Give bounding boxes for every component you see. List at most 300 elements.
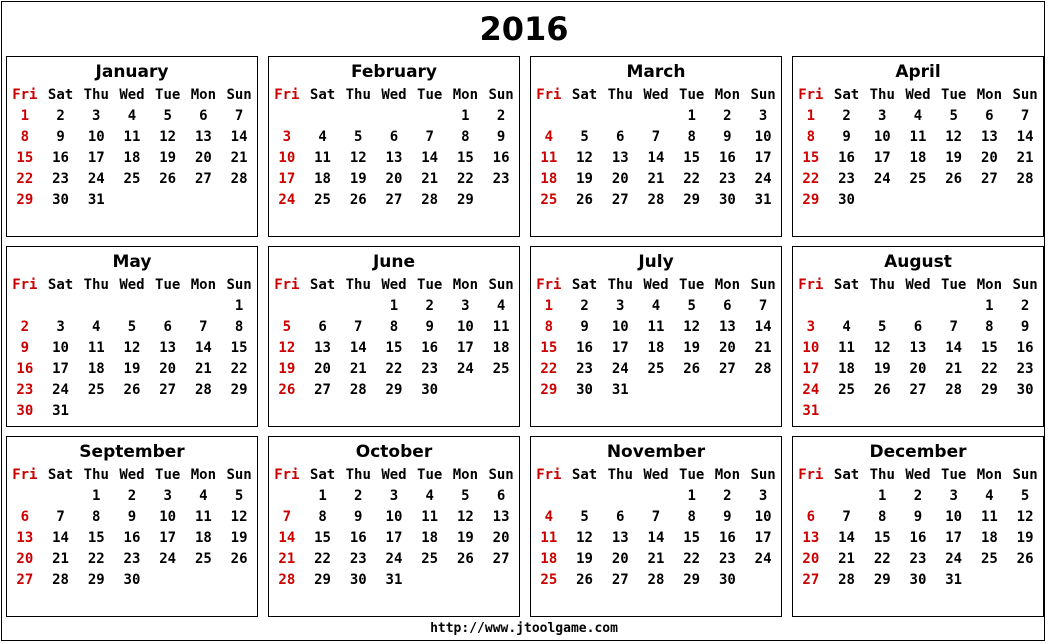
week-row xyxy=(269,337,519,358)
day-cell: 18 xyxy=(838,360,855,377)
day-cell: 4 xyxy=(985,487,994,504)
day-cell: 23 xyxy=(349,550,367,567)
week-row xyxy=(531,358,781,379)
day-cell: 28 xyxy=(647,571,665,588)
day-cell: 29 xyxy=(16,191,34,208)
month-may xyxy=(6,246,258,427)
month-days-table xyxy=(531,275,781,400)
day-cell: 7 xyxy=(354,318,363,335)
month-november xyxy=(530,436,782,617)
day-cell: 31 xyxy=(945,571,963,588)
day-cell: 19 xyxy=(159,149,177,166)
day-cell xyxy=(340,105,376,126)
day-cell: 13 xyxy=(611,149,629,166)
month-name: June xyxy=(372,252,416,272)
weekday-label: Thu xyxy=(607,277,633,293)
day-cell: 29 xyxy=(980,381,998,398)
day-cell: 19 xyxy=(873,360,891,377)
day-cell: 18 xyxy=(194,529,212,546)
day-cell xyxy=(412,569,448,590)
day-cell: 15 xyxy=(683,529,701,546)
weekday-label: Tue xyxy=(417,277,443,293)
day-cell xyxy=(602,485,638,506)
week-row xyxy=(269,316,519,337)
day-cell: 24 xyxy=(873,170,891,187)
day-cell: 10 xyxy=(87,128,105,145)
day-cell: 25 xyxy=(909,170,927,187)
day-cell: 14 xyxy=(421,149,439,166)
day-cell: 3 xyxy=(163,487,172,504)
day-cell: 23 xyxy=(16,381,34,398)
day-cell: 17 xyxy=(754,149,772,166)
day-cell xyxy=(864,189,900,210)
day-cell: 17 xyxy=(278,170,296,187)
day-cell: 11 xyxy=(647,318,665,335)
day-cell: 27 xyxy=(16,571,34,588)
week-row xyxy=(7,379,257,400)
week-row xyxy=(7,316,257,337)
day-cell: 10 xyxy=(385,508,403,525)
day-cell: 9 xyxy=(913,508,923,525)
day-cell: 22 xyxy=(683,170,701,187)
day-cell: 29 xyxy=(230,381,248,398)
week-row xyxy=(7,527,257,548)
day-cell: 20 xyxy=(314,360,331,377)
day-cell xyxy=(745,569,781,590)
weekday-header-row xyxy=(531,465,781,485)
day-cell: 9 xyxy=(1020,318,1030,335)
week-row xyxy=(531,105,781,126)
day-cell: 14 xyxy=(838,529,855,546)
day-cell: 2 xyxy=(842,107,851,124)
week-row xyxy=(7,189,257,210)
day-cell: 26 xyxy=(278,381,296,398)
day-cell xyxy=(1007,569,1043,590)
weekday-label: Mon xyxy=(452,87,479,103)
weekday-label: Tue xyxy=(155,87,181,103)
day-cell: 2 xyxy=(580,297,589,314)
week-row xyxy=(531,527,781,548)
day-cell: 24 xyxy=(278,191,296,208)
day-cell: 25 xyxy=(123,170,141,187)
day-cell: 12 xyxy=(349,149,367,166)
weekday-label: Tue xyxy=(679,467,705,483)
day-cell: 15 xyxy=(314,529,331,546)
day-cell: 5 xyxy=(163,107,172,124)
day-cell: 27 xyxy=(314,381,331,398)
weekday-label: Mon xyxy=(190,87,217,103)
day-cell: 4 xyxy=(544,128,554,145)
day-cell: 2 xyxy=(425,297,434,314)
month-days-table xyxy=(793,85,1043,210)
day-cell: 17 xyxy=(802,360,820,377)
week-row xyxy=(531,506,781,527)
week-row xyxy=(7,126,257,147)
day-cell: 27 xyxy=(611,571,629,588)
day-cell: 24 xyxy=(802,381,820,398)
day-cell: 30 xyxy=(718,191,736,208)
day-cell: 26 xyxy=(576,191,593,208)
week-row xyxy=(531,189,781,210)
day-cell xyxy=(150,189,186,210)
month-april xyxy=(792,56,1044,237)
day-cell xyxy=(936,295,972,316)
weekday-label: Thu xyxy=(83,467,109,483)
day-cell: 8 xyxy=(806,128,816,145)
day-cell: 3 xyxy=(878,107,887,124)
day-cell xyxy=(340,295,376,316)
weekday-label: Fri xyxy=(536,467,562,483)
day-cell xyxy=(900,400,936,421)
week-row xyxy=(793,485,1043,506)
weekday-label: Wed xyxy=(119,277,145,293)
weekday-label: Mon xyxy=(452,467,479,483)
day-cell: 21 xyxy=(349,360,367,377)
day-cell xyxy=(793,485,829,506)
day-cell: 16 xyxy=(16,360,34,377)
day-cell: 21 xyxy=(421,170,439,187)
day-cell: 13 xyxy=(718,318,736,335)
day-cell xyxy=(448,569,484,590)
weekday-label: Sat xyxy=(571,467,598,483)
day-cell: 18 xyxy=(492,339,510,356)
day-cell: 8 xyxy=(878,508,887,525)
week-row xyxy=(531,379,781,400)
week-row xyxy=(531,316,781,337)
day-cell xyxy=(7,485,43,506)
day-cell: 2 xyxy=(723,107,732,124)
day-cell: 7 xyxy=(949,318,958,335)
weekday-label: Fri xyxy=(274,87,300,103)
day-cell: 2 xyxy=(1020,297,1030,314)
month-days-table xyxy=(7,465,257,590)
day-cell: 23 xyxy=(492,170,510,187)
month-february xyxy=(268,56,520,237)
day-cell: 25 xyxy=(540,571,558,588)
weekday-label: Sat xyxy=(833,467,860,483)
day-cell: 16 xyxy=(718,529,736,546)
day-cell: 1 xyxy=(878,487,887,504)
day-cell: 9 xyxy=(842,128,851,145)
day-cell: 12 xyxy=(123,339,141,356)
day-cell xyxy=(936,189,972,210)
day-cell: 5 xyxy=(878,318,887,335)
weekday-label: Fri xyxy=(536,87,562,103)
day-cell: 18 xyxy=(123,149,141,166)
day-cell: 9 xyxy=(56,128,65,145)
day-cell: 18 xyxy=(909,149,927,166)
day-cell: 24 xyxy=(754,550,772,567)
day-cell: 29 xyxy=(456,191,474,208)
day-cell: 2 xyxy=(723,487,732,504)
day-cell: 11 xyxy=(123,128,141,145)
day-cell: 27 xyxy=(718,360,736,377)
weekday-header-row xyxy=(793,465,1043,485)
day-cell: 8 xyxy=(389,318,399,335)
day-cell: 1 xyxy=(389,297,399,314)
day-cell: 11 xyxy=(492,318,510,335)
day-cell: 10 xyxy=(611,318,629,335)
day-cell xyxy=(900,189,936,210)
day-cell xyxy=(745,379,781,400)
weekday-label: Thu xyxy=(607,467,633,483)
day-cell: 13 xyxy=(314,339,331,356)
week-row xyxy=(531,569,781,590)
day-cell: 8 xyxy=(687,508,696,525)
day-cell: 1 xyxy=(92,487,101,504)
day-cell: 23 xyxy=(1016,360,1034,377)
year-title: 2016 xyxy=(479,10,569,48)
day-cell xyxy=(829,400,865,421)
weekday-label: Tue xyxy=(941,87,967,103)
weekday-label: Sat xyxy=(47,277,74,293)
day-cell: 20 xyxy=(718,339,736,356)
day-cell: 7 xyxy=(199,318,208,335)
day-cell xyxy=(638,379,674,400)
day-cell: 31 xyxy=(52,402,69,419)
day-cell: 27 xyxy=(980,170,998,187)
day-cell xyxy=(864,295,900,316)
month-name: December xyxy=(869,442,967,462)
day-cell: 14 xyxy=(52,529,69,546)
day-cell: 25 xyxy=(838,381,855,398)
week-row xyxy=(269,147,519,168)
day-cell: 16 xyxy=(576,339,593,356)
day-cell: 16 xyxy=(349,529,367,546)
day-cell: 31 xyxy=(754,191,772,208)
day-cell: 5 xyxy=(127,318,137,335)
day-cell: 20 xyxy=(492,529,510,546)
day-cell xyxy=(221,400,257,421)
day-cell xyxy=(412,105,448,126)
day-cell: 31 xyxy=(611,381,629,398)
weekday-label: Thu xyxy=(345,277,371,293)
day-cell: 11 xyxy=(540,149,558,166)
day-cell: 27 xyxy=(611,191,629,208)
day-cell xyxy=(1007,189,1043,210)
weekday-label: Sat xyxy=(571,87,598,103)
day-cell: 7 xyxy=(1020,107,1030,124)
day-cell: 11 xyxy=(421,508,439,525)
day-cell: 9 xyxy=(496,128,506,145)
day-cell: 24 xyxy=(945,550,963,567)
day-cell: 8 xyxy=(92,508,101,525)
day-cell xyxy=(483,569,519,590)
week-row xyxy=(269,358,519,379)
week-row xyxy=(793,506,1043,527)
day-cell: 16 xyxy=(718,149,736,166)
week-row xyxy=(793,126,1043,147)
day-cell: 1 xyxy=(461,107,470,124)
month-name: November xyxy=(606,442,706,462)
day-cell xyxy=(221,189,257,210)
day-cell xyxy=(567,105,603,126)
day-cell: 25 xyxy=(540,191,558,208)
week-row xyxy=(7,295,257,316)
day-cell: 5 xyxy=(580,128,589,145)
weekday-label: Thu xyxy=(83,277,109,293)
day-cell: 27 xyxy=(909,381,927,398)
day-cell: 18 xyxy=(314,170,331,187)
day-cell: 27 xyxy=(385,191,403,208)
weekday-label: Fri xyxy=(798,87,824,103)
day-cell: 13 xyxy=(16,529,34,546)
day-cell: 16 xyxy=(421,339,439,356)
day-cell xyxy=(638,105,674,126)
day-cell: 21 xyxy=(647,170,665,187)
week-row xyxy=(269,189,519,210)
day-cell xyxy=(448,379,484,400)
day-cell: 12 xyxy=(1016,508,1034,525)
day-cell: 23 xyxy=(123,550,141,567)
day-cell: 5 xyxy=(354,128,363,145)
day-cell: 28 xyxy=(52,571,69,588)
day-cell: 3 xyxy=(389,487,399,504)
week-row xyxy=(793,105,1043,126)
week-row xyxy=(269,295,519,316)
weekday-label: Tue xyxy=(155,467,181,483)
day-cell: 28 xyxy=(194,381,212,398)
weekday-label: Wed xyxy=(381,277,407,293)
month-january xyxy=(6,56,258,237)
week-row xyxy=(531,126,781,147)
day-cell: 16 xyxy=(1016,339,1034,356)
day-cell: 30 xyxy=(349,571,367,588)
weekday-label: Tue xyxy=(679,87,705,103)
day-cell: 23 xyxy=(52,170,69,187)
day-cell: 30 xyxy=(1016,381,1034,398)
week-row xyxy=(531,485,781,506)
footer-url: http://www.jtoolgame.com xyxy=(430,621,618,636)
weekday-label: Mon xyxy=(714,277,741,293)
week-row xyxy=(793,337,1043,358)
day-cell xyxy=(710,379,746,400)
day-cell: 12 xyxy=(230,508,248,525)
day-cell: 26 xyxy=(683,360,701,377)
day-cell: 18 xyxy=(540,170,558,187)
day-cell: 24 xyxy=(87,170,105,187)
day-cell: 7 xyxy=(651,508,661,525)
month-days-table xyxy=(269,465,519,590)
weekday-label: Fri xyxy=(274,277,300,293)
day-cell: 18 xyxy=(421,529,439,546)
weekday-label: Wed xyxy=(381,87,407,103)
day-cell: 19 xyxy=(123,360,141,377)
day-cell: 1 xyxy=(544,297,554,314)
month-name: March xyxy=(626,62,686,82)
weekday-label: Fri xyxy=(12,277,38,293)
day-cell: 11 xyxy=(980,508,998,525)
week-row xyxy=(269,569,519,590)
day-cell: 2 xyxy=(496,107,506,124)
weekday-label: Thu xyxy=(869,467,895,483)
day-cell: 14 xyxy=(230,128,248,145)
weekday-label: Fri xyxy=(12,87,38,103)
day-cell: 6 xyxy=(723,297,732,314)
day-cell: 6 xyxy=(496,487,506,504)
week-row xyxy=(269,506,519,527)
day-cell: 20 xyxy=(385,170,403,187)
weekday-header-row xyxy=(269,85,519,105)
day-cell: 15 xyxy=(980,339,998,356)
week-row xyxy=(793,379,1043,400)
day-cell: 31 xyxy=(385,571,403,588)
day-cell: 23 xyxy=(576,360,593,377)
weekday-label: Sat xyxy=(47,87,74,103)
weekday-header-row xyxy=(7,465,257,485)
week-row xyxy=(269,105,519,126)
week-row xyxy=(269,548,519,569)
day-cell: 30 xyxy=(421,381,439,398)
day-cell: 1 xyxy=(985,297,994,314)
day-cell xyxy=(150,295,186,316)
week-row xyxy=(7,147,257,168)
day-cell: 12 xyxy=(683,318,701,335)
week-row xyxy=(793,527,1043,548)
day-cell: 6 xyxy=(616,508,625,525)
day-cell: 5 xyxy=(1020,487,1030,504)
day-cell: 3 xyxy=(949,487,958,504)
day-cell: 11 xyxy=(909,128,927,145)
day-cell: 30 xyxy=(16,402,34,419)
month-december xyxy=(792,436,1044,617)
day-cell: 22 xyxy=(385,360,403,377)
day-cell xyxy=(305,295,341,316)
weekday-label: Mon xyxy=(976,277,1003,293)
day-cell: 14 xyxy=(647,149,665,166)
day-cell: 3 xyxy=(616,297,625,314)
week-row xyxy=(531,548,781,569)
day-cell: 6 xyxy=(20,508,30,525)
day-cell xyxy=(305,105,341,126)
day-cell xyxy=(78,295,114,316)
day-cell: 4 xyxy=(127,107,137,124)
day-cell: 30 xyxy=(909,571,927,588)
day-cell: 8 xyxy=(985,318,994,335)
day-cell: 24 xyxy=(385,550,403,567)
day-cell: 7 xyxy=(842,508,851,525)
day-cell xyxy=(269,485,305,506)
weekday-label: Sat xyxy=(47,467,74,483)
day-cell: 28 xyxy=(838,571,855,588)
day-cell: 24 xyxy=(159,550,177,567)
day-cell: 12 xyxy=(159,128,177,145)
weekday-label: Sat xyxy=(309,87,336,103)
month-march xyxy=(530,56,782,237)
day-cell: 28 xyxy=(349,381,367,398)
day-cell xyxy=(150,400,186,421)
month-days-table xyxy=(269,275,519,400)
weekday-label: Wed xyxy=(119,467,145,483)
day-cell xyxy=(1007,400,1043,421)
day-cell xyxy=(114,295,150,316)
day-cell: 11 xyxy=(314,149,331,166)
week-row xyxy=(7,548,257,569)
day-cell xyxy=(829,295,865,316)
day-cell: 14 xyxy=(194,339,212,356)
weekday-label: Sun xyxy=(750,467,776,483)
day-cell: 29 xyxy=(314,571,331,588)
weekday-label: Sun xyxy=(488,467,514,483)
day-cell: 15 xyxy=(540,339,558,356)
day-cell: 30 xyxy=(123,571,141,588)
weekday-label: Sun xyxy=(1012,277,1038,293)
day-cell: 28 xyxy=(1016,170,1034,187)
day-cell: 1 xyxy=(687,487,696,504)
day-cell: 6 xyxy=(163,318,172,335)
day-cell xyxy=(936,400,972,421)
weekday-label: Sun xyxy=(1012,467,1038,483)
